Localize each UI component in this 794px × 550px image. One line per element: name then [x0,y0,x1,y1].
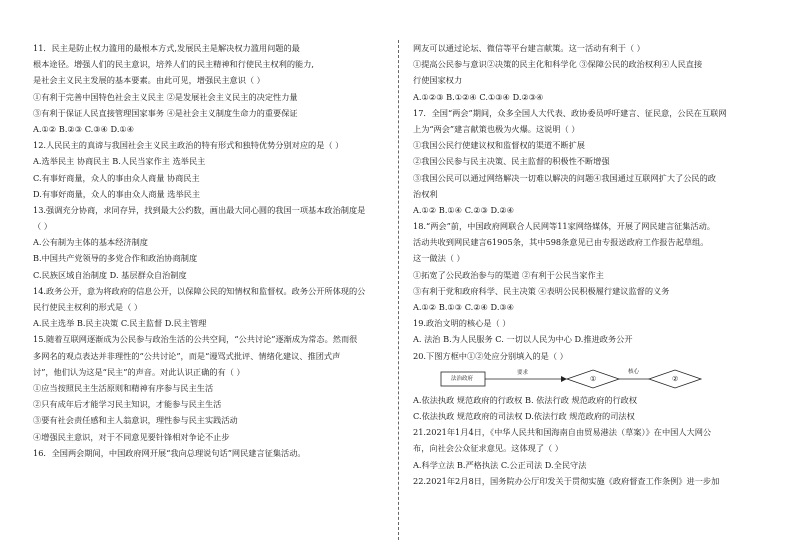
circle-1-label: ① [590,374,597,383]
text-line: 根本途径。增强人们的民主意识，培养人们的民主精神和行使民主权利的能力, [33,59,314,70]
right-column [413,40,769,489]
text-line: 活动共收到网民建言61905条，其中598条意见已由专报送政府工作报告起草组。 [413,237,709,248]
text-line: 这一做法（ ） [413,253,465,264]
text-line: ③有利于保证人民直接管理国家事务 ④是社会主义制度生命力的重要保证 [33,107,298,118]
text-line: 民行使民主权利的形式是（ ） [33,302,143,312]
answer-option: A.依法执政 规范政府的行政权 B. 依法行政 规范政府的行政权 [413,394,638,405]
text-line: 多网名的观点表达并非理性的“公共讨论”，而是“谩骂式批评、情绪化建议、推团式声 [33,350,341,361]
column-divider [398,40,399,540]
text-line: 布，向社会公众征求意见。这体现了（ ） [413,443,563,454]
question-stem: 14.政务公开，意为将政府的信息公开，以保障公民的知情权和监督权。政务公开所体现的公 [33,285,366,296]
flow-diagram [413,366,769,392]
answer-option: C.依法执政 规范政府的司法权 D.依法行政 规范政府的司法权 [413,410,635,421]
text-line: ①有利于完善中国特色社会主义民主 ②是发展社会主义民主的决定性力量 [33,91,298,102]
question-stem: 15.随着互联网逐渐成为公民参与政治生活的公共空间，“公共讨论”逐渐成为常态。然而很 [33,334,358,345]
statement-item: ③有利于党和政府科学、民主决策 ④表明公民积极履行建议监督的义务 [413,285,670,296]
answer-options: A. 法治 B.为人民服务 C. 一切以人民为中心 D.推进政务公开 [413,334,633,345]
statement-item: ①提高公民参与意识②决策的民主化和科学化 ③保障公民的政治权利④人民直接 [413,59,703,70]
answer-option: C.有事好商量，众人的事由众人商量 协商民主 [33,172,200,183]
statement-item: ①拓宽了公民政治参与的渠道 ②有利于公民当家作主 [413,269,604,280]
statement-item: 治权利 [413,188,438,199]
statement-item: ②我国公民参与民主决策、民主监督的积极性不断增强 [413,156,610,167]
answer-option: B.中国共产党领导的多党合作和政治协商制度 [33,253,198,264]
question-stem: 20.下图方框中①②处应分别填入的是（ ） [413,350,568,361]
question-stem: 16．全国两会期间，中国政府网开展“我向总理说句话”网民建言征集活动。 [33,447,306,458]
left-column [33,40,387,461]
box-label: 法治政府 [451,375,474,382]
circle-2-label: ② [672,374,679,383]
statement-item: ②只有成年后才能学习民主知识，才能参与民主生活 [33,399,222,410]
text-line: 11．民主是防止权力滥用的最根本方式,发展民主是解决权力滥用问题的最 [33,43,300,53]
answer-option: C.民族区域自治制度 D. 基层群众自治制度 [33,269,187,280]
text-line: （ ） [33,221,52,232]
answer-options: A.①② B.①④ C.②③ D.②④ [413,204,515,215]
answer-option: A.选举民主 协商民主 B.人民当家作主 选举民主 [33,156,206,167]
question-stem: 22.2021年2月8日，国务院办公厅印发关于贯彻实施《政府督查工作条例》进一步加 [413,475,720,486]
core-label: 核心 [628,368,640,375]
text-line: 是社会主义民主发展的基本要素。由此可见，增强民主意识（ ） [33,75,265,86]
text-line: 上为“两会”建言献策也极为火爆。这说明（ ） [413,123,580,134]
arrow-label: 要求 [517,369,529,376]
question-stem: 13.强调充分协商，求同存异，找到最大公约数，画出最大同心圆的我国一项基本政治制度是 [33,204,366,215]
answer-option: D.有事好商量，众人的事由众人商量 选举民主 [33,188,201,199]
text-line: 网友可以通过论坛、微信等平台建言献策。这一活动有利于（ ） [413,43,645,53]
statement-item: ③要有社会责任感和主人翁意识，理性参与民主实践活动 [33,415,238,426]
statement-item: ①我国公民行使建议权和监督权的渠道不断扩展 [413,140,585,151]
question-stem: 12.人民民主的真谛与我国社会主义民主政治的特有形式和独特优势分别对应的是（ ） [33,140,344,151]
question-stem: 17．全国“两会”期间，众多全国人大代表、政协委员呼吁建言、征民意，公民在互联网 [413,107,727,118]
answer-options: A.民主选举 B.民主决策 C.民主监督 D.民主管理 [33,318,207,329]
statement-item: 行使国家权力 [413,75,463,86]
statement-item: ③我国公民可以通过网络解决一切难以解决的问题④我国通过互联网扩大了公民的政 [413,172,716,183]
statement-item: ④增强民主意识，对于不同意见要针锋相对争论不止步 [33,431,230,442]
statement-item: ①应当按照民主生活原则和精神有序参与民主生活 [33,382,214,393]
answer-option: A.公有制为主体的基本经济制度 [33,237,148,248]
answer-options: A.①② B.①③ C.②④ D.③④ [413,302,515,312]
question-stem: 18.“两会”前，中国政府网联合人民网等11家网络媒体，开展了网民建言征集活动。 [413,221,715,232]
text-line: 讨”，他们认为这是“民主”的声音。对此认识正确的有（ ） [33,366,245,377]
question-stem: 21.2021年1月4日，《中华人民共和国海南自由贸易港法（草案）》在中国人大网公 [413,427,712,438]
answer-options: A.科学立法 B.严格执法 C.公正司法 D.全民守法 [413,459,587,470]
answer-options: A.①②③ B.①②④ C.①③④ D.②③④ [413,91,544,102]
answer-options: A.①② B.②③ C.③④ D.①④ [33,123,135,134]
question-stem: 19.政治文明的核心是（ ） [413,318,511,329]
